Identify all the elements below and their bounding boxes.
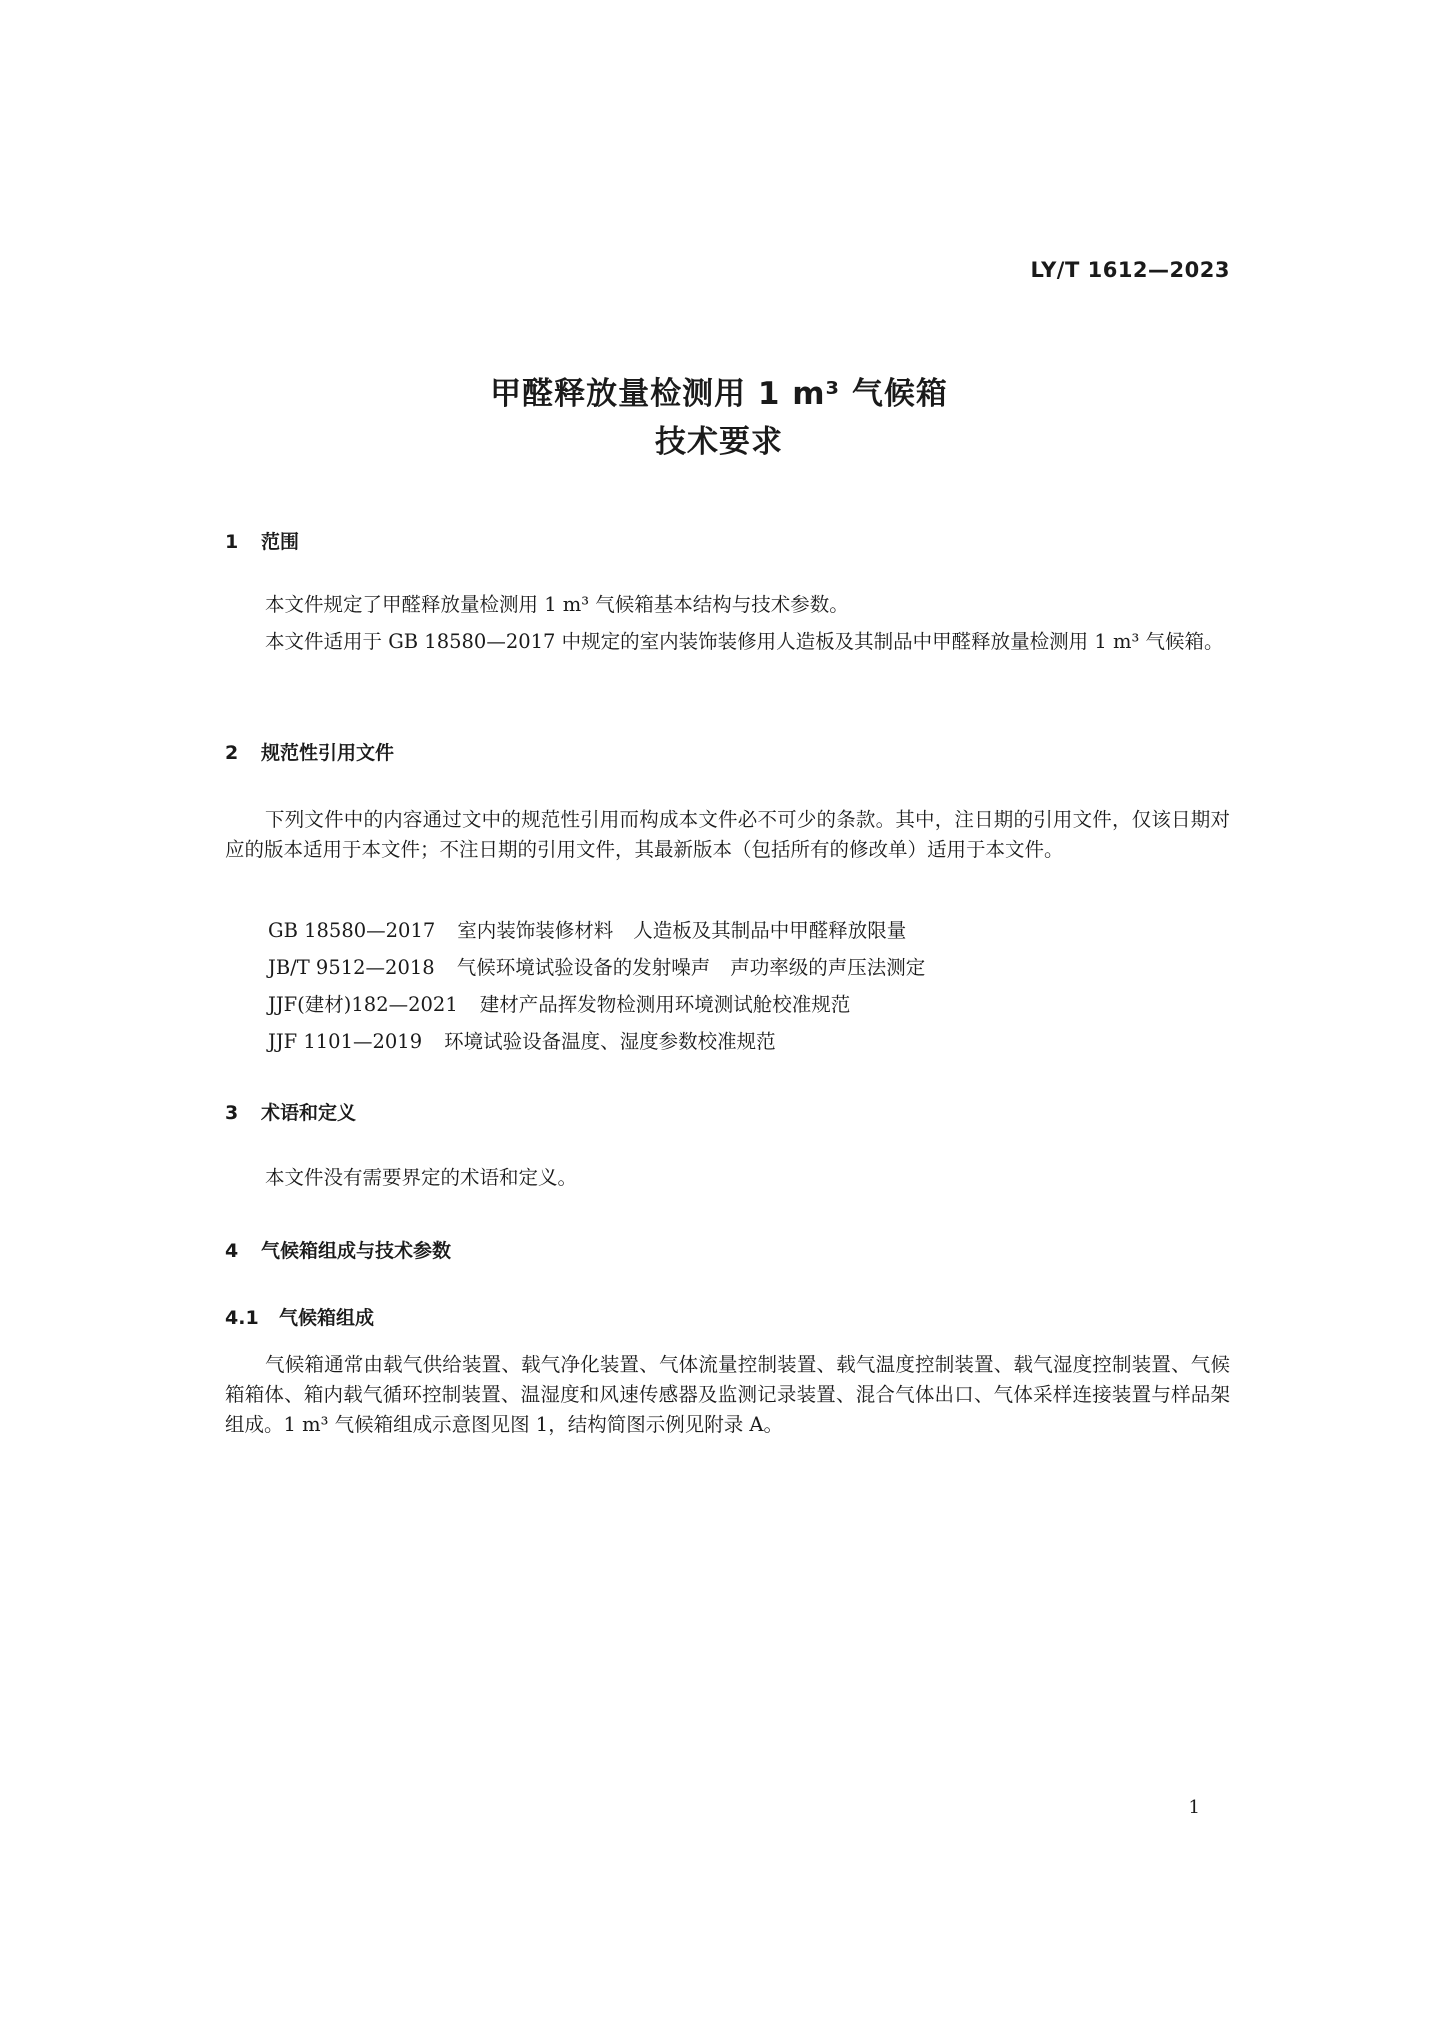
document-title-line-1: 甲醛释放量检测用 1 m³ 气候箱 — [490, 376, 948, 412]
normative-reference-item — [268, 989, 850, 1017]
section-title: 规范性引用文件 — [261, 742, 395, 764]
normative-reference-item — [268, 1026, 776, 1054]
standard-code: LY/T 1612—2023 — [1030, 258, 1230, 282]
reference-title-b: 声功率级的声压法测定 — [730, 956, 926, 979]
section-2-paragraph-1: 下列文件中的内容通过文中的规范性引用而构成本文件必不可少的条款。其中，注日期的引用文件，仅该日期对应的版本适用于本文件；不注日期的引用文件，其最新版本（包括所有的修改单）适用于本文件。 — [225, 808, 1230, 861]
section-4-heading — [225, 1236, 451, 1263]
section-2-heading — [225, 738, 394, 765]
normative-reference-item — [268, 915, 906, 943]
section-title: 术语和定义 — [261, 1102, 357, 1124]
reference-title-a: 气候环境试验设备的发射噪声 — [456, 956, 711, 979]
section-4-1-heading — [225, 1303, 374, 1330]
reference-code: JJF(建材)182—2021 — [268, 993, 458, 1016]
section-title: 范围 — [261, 531, 300, 553]
reference-title-a: 建材产品挥发物检测用环境测试舱校准规范 — [479, 993, 851, 1016]
section-number: 3 — [225, 1102, 239, 1124]
reference-title-a: 室内装饰装修材料 — [457, 919, 614, 942]
normative-reference-item — [268, 952, 925, 980]
reference-code: JB/T 9512—2018 — [268, 956, 435, 979]
page-number: 1 — [1188, 1797, 1200, 1818]
section-1-paragraph-2: 本文件适用于 GB 18580—2017 中规定的室内装饰装修用人造板及其制品中甲醛释放量检测用 1 m³ 气候箱。 — [265, 630, 1224, 653]
section-1-paragraph-1: 本文件规定了甲醛释放量检测用 1 m³ 气候箱基本结构与技术参数。 — [265, 593, 849, 616]
reference-title-a: 环境试验设备温度、湿度参数校准规范 — [444, 1030, 776, 1053]
reference-code: GB 18580—2017 — [268, 919, 436, 942]
reference-title-b: 人造板及其制品中甲醛释放限量 — [633, 919, 907, 942]
section-number: 2 — [225, 742, 239, 764]
section-title: 气候箱组成 — [279, 1307, 375, 1329]
section-3-paragraph-1: 本文件没有需要界定的术语和定义。 — [265, 1166, 578, 1189]
section-4-1-paragraph-1: 气候箱通常由载气供给装置、载气净化装置、气体流量控制装置、载气温度控制装置、载气湿度控制装置、气候箱箱体、箱内载气循环控制装置、温湿度和风速传感器及监测记录装置、混合气体出口、气体采样连接装置与样品架组成。1 m³ 气候箱组成示意图见图 1，结构简图示例见附录 A。 — [225, 1353, 1230, 1436]
document-title-line-2: 技术要求 — [655, 424, 783, 460]
section-number: 4 — [225, 1240, 239, 1262]
section-number: 4.1 — [225, 1307, 259, 1329]
section-1-heading — [225, 527, 299, 554]
section-title: 气候箱组成与技术参数 — [261, 1240, 452, 1262]
section-number: 1 — [225, 531, 239, 553]
section-3-heading — [225, 1098, 356, 1125]
reference-code: JJF 1101—2019 — [268, 1030, 423, 1053]
